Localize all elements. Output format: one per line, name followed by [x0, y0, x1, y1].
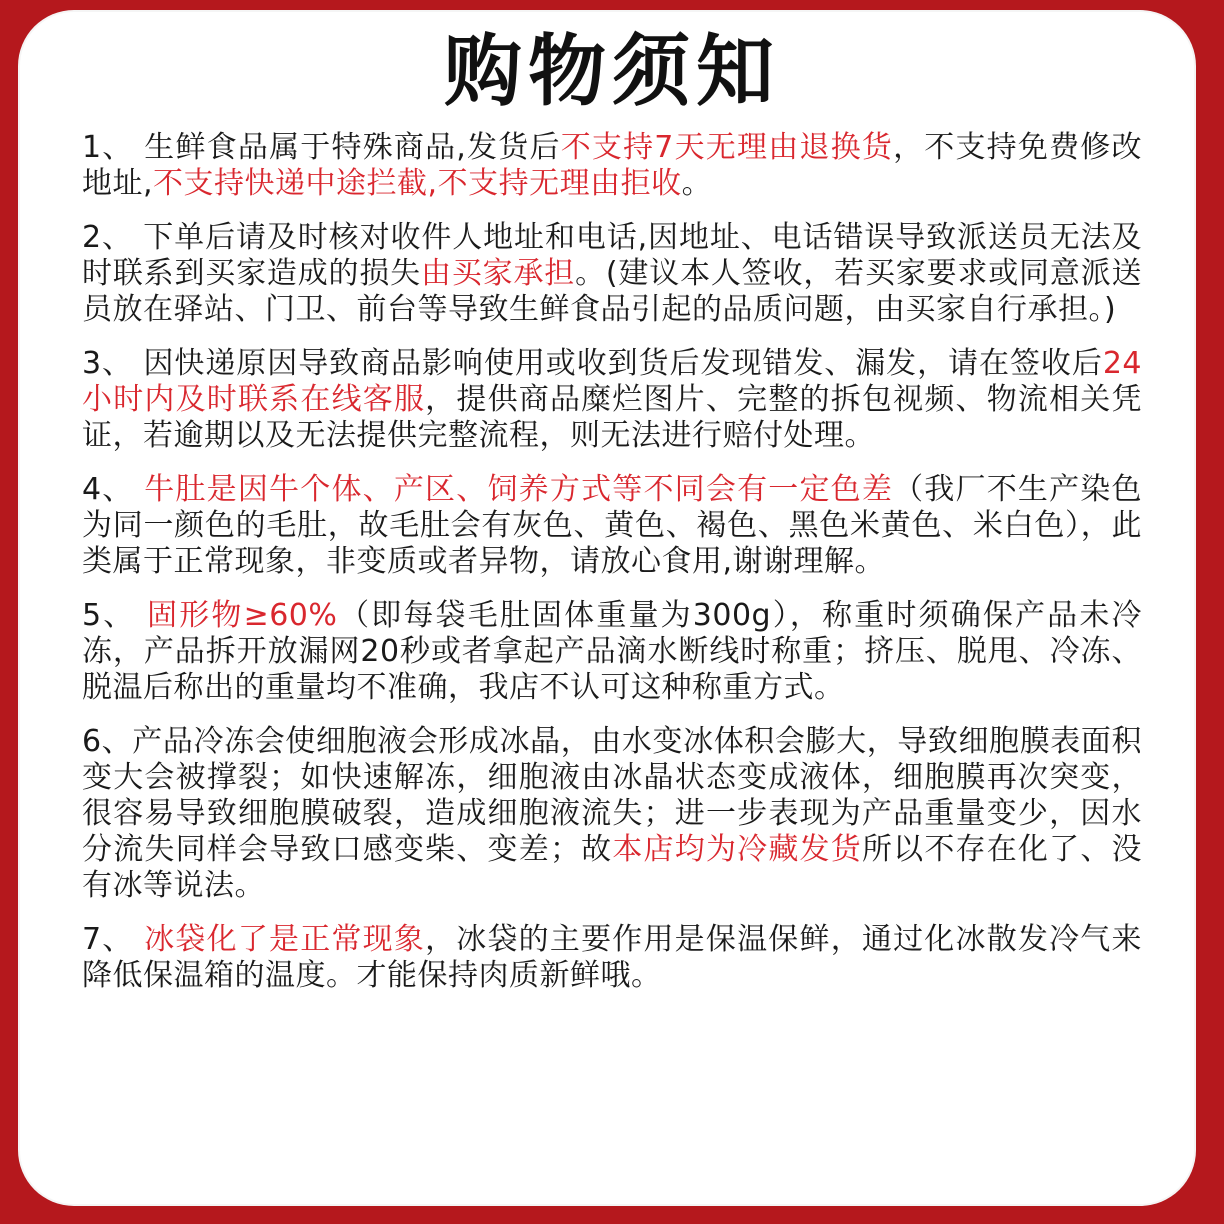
item-1-text-3: 。 — [681, 166, 713, 201]
item-5-text-1: 5、 — [82, 598, 148, 633]
item-4-text-1: 4、 — [82, 472, 145, 507]
item-4-highlight-1: 牛肚是因牛个体、产区、饲养方式等不同会有一定色差 — [144, 472, 894, 507]
notice-item-4 — [82, 472, 1142, 580]
item-1-highlight-1: 不支持7天无理由退换货 — [560, 130, 894, 165]
notice-item-3 — [82, 346, 1142, 454]
item-2-highlight-1: 由买家承担 — [421, 256, 576, 291]
notice-item-6 — [82, 724, 1142, 904]
item-1-text-2: ，不支持免费修改地址, — [82, 130, 1143, 201]
notice-item-1 — [82, 130, 1142, 202]
item-3-text-1: 3、 因快递原因导致商品影响使用或收到货后发现错发、漏发，请在签收后 — [82, 346, 1103, 381]
item-7-highlight-1: 冰袋化了是正常现象 — [144, 922, 426, 957]
item-5-highlight-1: 固形物≥60% — [147, 598, 338, 633]
item-3-text-2: ，提供商品糜烂图片、完整的拆包视频、物流相关凭证，若逾期以及无法提供完整流程，则无法进行赔付处理。 — [82, 382, 1143, 453]
item-6-highlight-1: 本店均为冷藏发货 — [612, 832, 862, 867]
item-7-text-1: 7、 — [82, 922, 145, 957]
item-3-highlight-1: 24小时内及时联系在线客服 — [82, 346, 1142, 417]
notice-item-7 — [82, 922, 1142, 994]
item-5-text-2: （即每袋毛肚固体重量为300g），称重时须确保产品未冷冻，产品拆开放漏网20秒或者拿起产品滴水断线时称重；挤压、脱甩、冷冻、脱温后称出的重量均不准确，我店不认可这种称重方式。 — [82, 598, 1142, 705]
notice-item-5 — [82, 598, 1142, 706]
page-title: 购物须知 — [443, 27, 780, 117]
notice-item-2 — [82, 220, 1142, 328]
item-2-text-2: 。(建议本人签收，若买家要求或同意派送员放在驿站、门卫、前台等导致生鲜食品引起的品质问题，由买家自行承担。) — [82, 256, 1143, 327]
item-6-text-2: 所以不存在化了、没有冰等说法。 — [82, 832, 1143, 903]
item-4-text-2: （我厂不生产染色为同一颜色的毛肚，故毛肚会有灰色、黄色、褐色、黑色米黄色、米白色），此类属于正常现象，非变质或者异物，请放心食用,谢谢理解。 — [82, 472, 1143, 579]
item-7-text-2: ，冰袋的主要作用是保温保鲜，通过化冰散发冷气来降低保温箱的温度。才能保持肉质新鲜哦。 — [82, 922, 1143, 993]
item-1-highlight-2: 不支持快递中途拦截,不支持无理由拒收 — [153, 166, 682, 201]
item-2-text-1: 2、 下单后请及时核对收件人地址和电话,因地址、电话错误导致派送员无法及时联系到买家造成的损失 — [82, 220, 1142, 291]
notice-list — [82, 130, 1142, 1012]
item-1-text-1: 1、 生鲜食品属于特殊商品,发货后 — [82, 130, 561, 165]
item-6-text-1: 6、产品冷冻会使细胞液会形成冰晶，由水变冰体积会膨大，导致细胞膜表面积变大会被撑裂；如快速解冻，细胞液由冰晶状态变成液体，细胞膜再次突变，很容易导致细胞膜破裂，造成细胞液流失；进一步表现为产品重量变少，因水分流失同样会导致口感变柴、变差；故 — [82, 724, 1142, 867]
